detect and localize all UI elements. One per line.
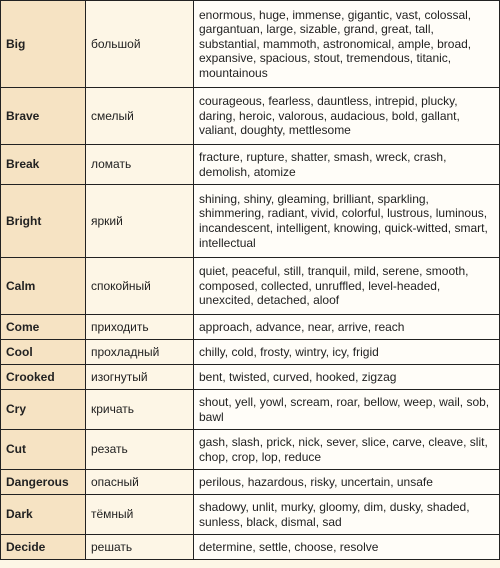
table-row xyxy=(1,390,500,430)
table-row xyxy=(1,1,500,88)
word-cell: Bright xyxy=(1,185,86,258)
table-row xyxy=(1,535,500,560)
table-row xyxy=(1,470,500,495)
synonyms-cell: enormous, huge, immense, gigantic, vast, colossal, gargantuan, large, sizable, grand, great, tall, substantial, mammoth, astronomical, ample, broad, expansive, spacious, stout, tremendous, titanic, mountainous xyxy=(194,1,500,88)
synonyms-cell: determine, settle, choose, resolve xyxy=(194,535,500,560)
table-row xyxy=(1,258,500,315)
synonyms-cell: chilly, cold, frosty, wintry, icy, frigid xyxy=(194,340,500,365)
table-row xyxy=(1,88,500,145)
translation-cell: изогнутый xyxy=(86,365,194,390)
synonyms-cell: shadowy, unlit, murky, gloomy, dim, dusky, shaded, sunless, black, dismal, sad xyxy=(194,495,500,535)
synonyms-cell: perilous, hazardous, risky, uncertain, unsafe xyxy=(194,470,500,495)
word-cell: Come xyxy=(1,315,86,340)
synonyms-cell: shout, yell, yowl, scream, roar, bellow, weep, wail, sob, bawl xyxy=(194,390,500,430)
translation-cell: большой xyxy=(86,1,194,88)
synonyms-cell: quiet, peaceful, still, tranquil, mild, serene, smooth, composed, collected, unruffled, level-headed, unexcited, detached, aloof xyxy=(194,258,500,315)
synonyms-cell: gash, slash, prick, nick, sever, slice, carve, cleave, slit, chop, crop, lop, reduce xyxy=(194,430,500,470)
table-row xyxy=(1,185,500,258)
translation-cell: тёмный xyxy=(86,495,194,535)
table-row xyxy=(1,340,500,365)
table-row xyxy=(1,365,500,390)
word-cell: Big xyxy=(1,1,86,88)
word-cell: Dangerous xyxy=(1,470,86,495)
word-cell: Decide xyxy=(1,535,86,560)
translation-cell: решать xyxy=(86,535,194,560)
synonyms-cell: approach, advance, near, arrive, reach xyxy=(194,315,500,340)
word-cell: Crooked xyxy=(1,365,86,390)
table-row xyxy=(1,495,500,535)
synonyms-cell: fracture, rupture, shatter, smash, wreck, crash, demolish, atomize xyxy=(194,145,500,185)
translation-cell: смелый xyxy=(86,88,194,145)
word-cell: Cool xyxy=(1,340,86,365)
translation-cell: яркий xyxy=(86,185,194,258)
table-row xyxy=(1,430,500,470)
word-cell: Break xyxy=(1,145,86,185)
translation-cell: приходить xyxy=(86,315,194,340)
synonyms-cell: shining, shiny, gleaming, brilliant, sparkling, shimmering, radiant, vivid, colorful, lustrous, luminous, incandescent, intelligent, knowing, quick-witted, smart, intellectual xyxy=(194,185,500,258)
translation-cell: резать xyxy=(86,430,194,470)
translation-cell: спокойный xyxy=(86,258,194,315)
word-cell: Calm xyxy=(1,258,86,315)
word-cell: Brave xyxy=(1,88,86,145)
synonyms-cell: bent, twisted, curved, hooked, zigzag xyxy=(194,365,500,390)
word-cell: Cry xyxy=(1,390,86,430)
word-cell: Dark xyxy=(1,495,86,535)
translation-cell: кричать xyxy=(86,390,194,430)
translation-cell: опасный xyxy=(86,470,194,495)
table-row xyxy=(1,145,500,185)
synonyms-cell: courageous, fearless, dauntless, intrepid, plucky, daring, heroic, valorous, audacious, bold, gallant, valiant, doughty, mettlesome xyxy=(194,88,500,145)
translation-cell: ломать xyxy=(86,145,194,185)
table-row xyxy=(1,315,500,340)
translation-cell: прохладный xyxy=(86,340,194,365)
word-cell: Cut xyxy=(1,430,86,470)
